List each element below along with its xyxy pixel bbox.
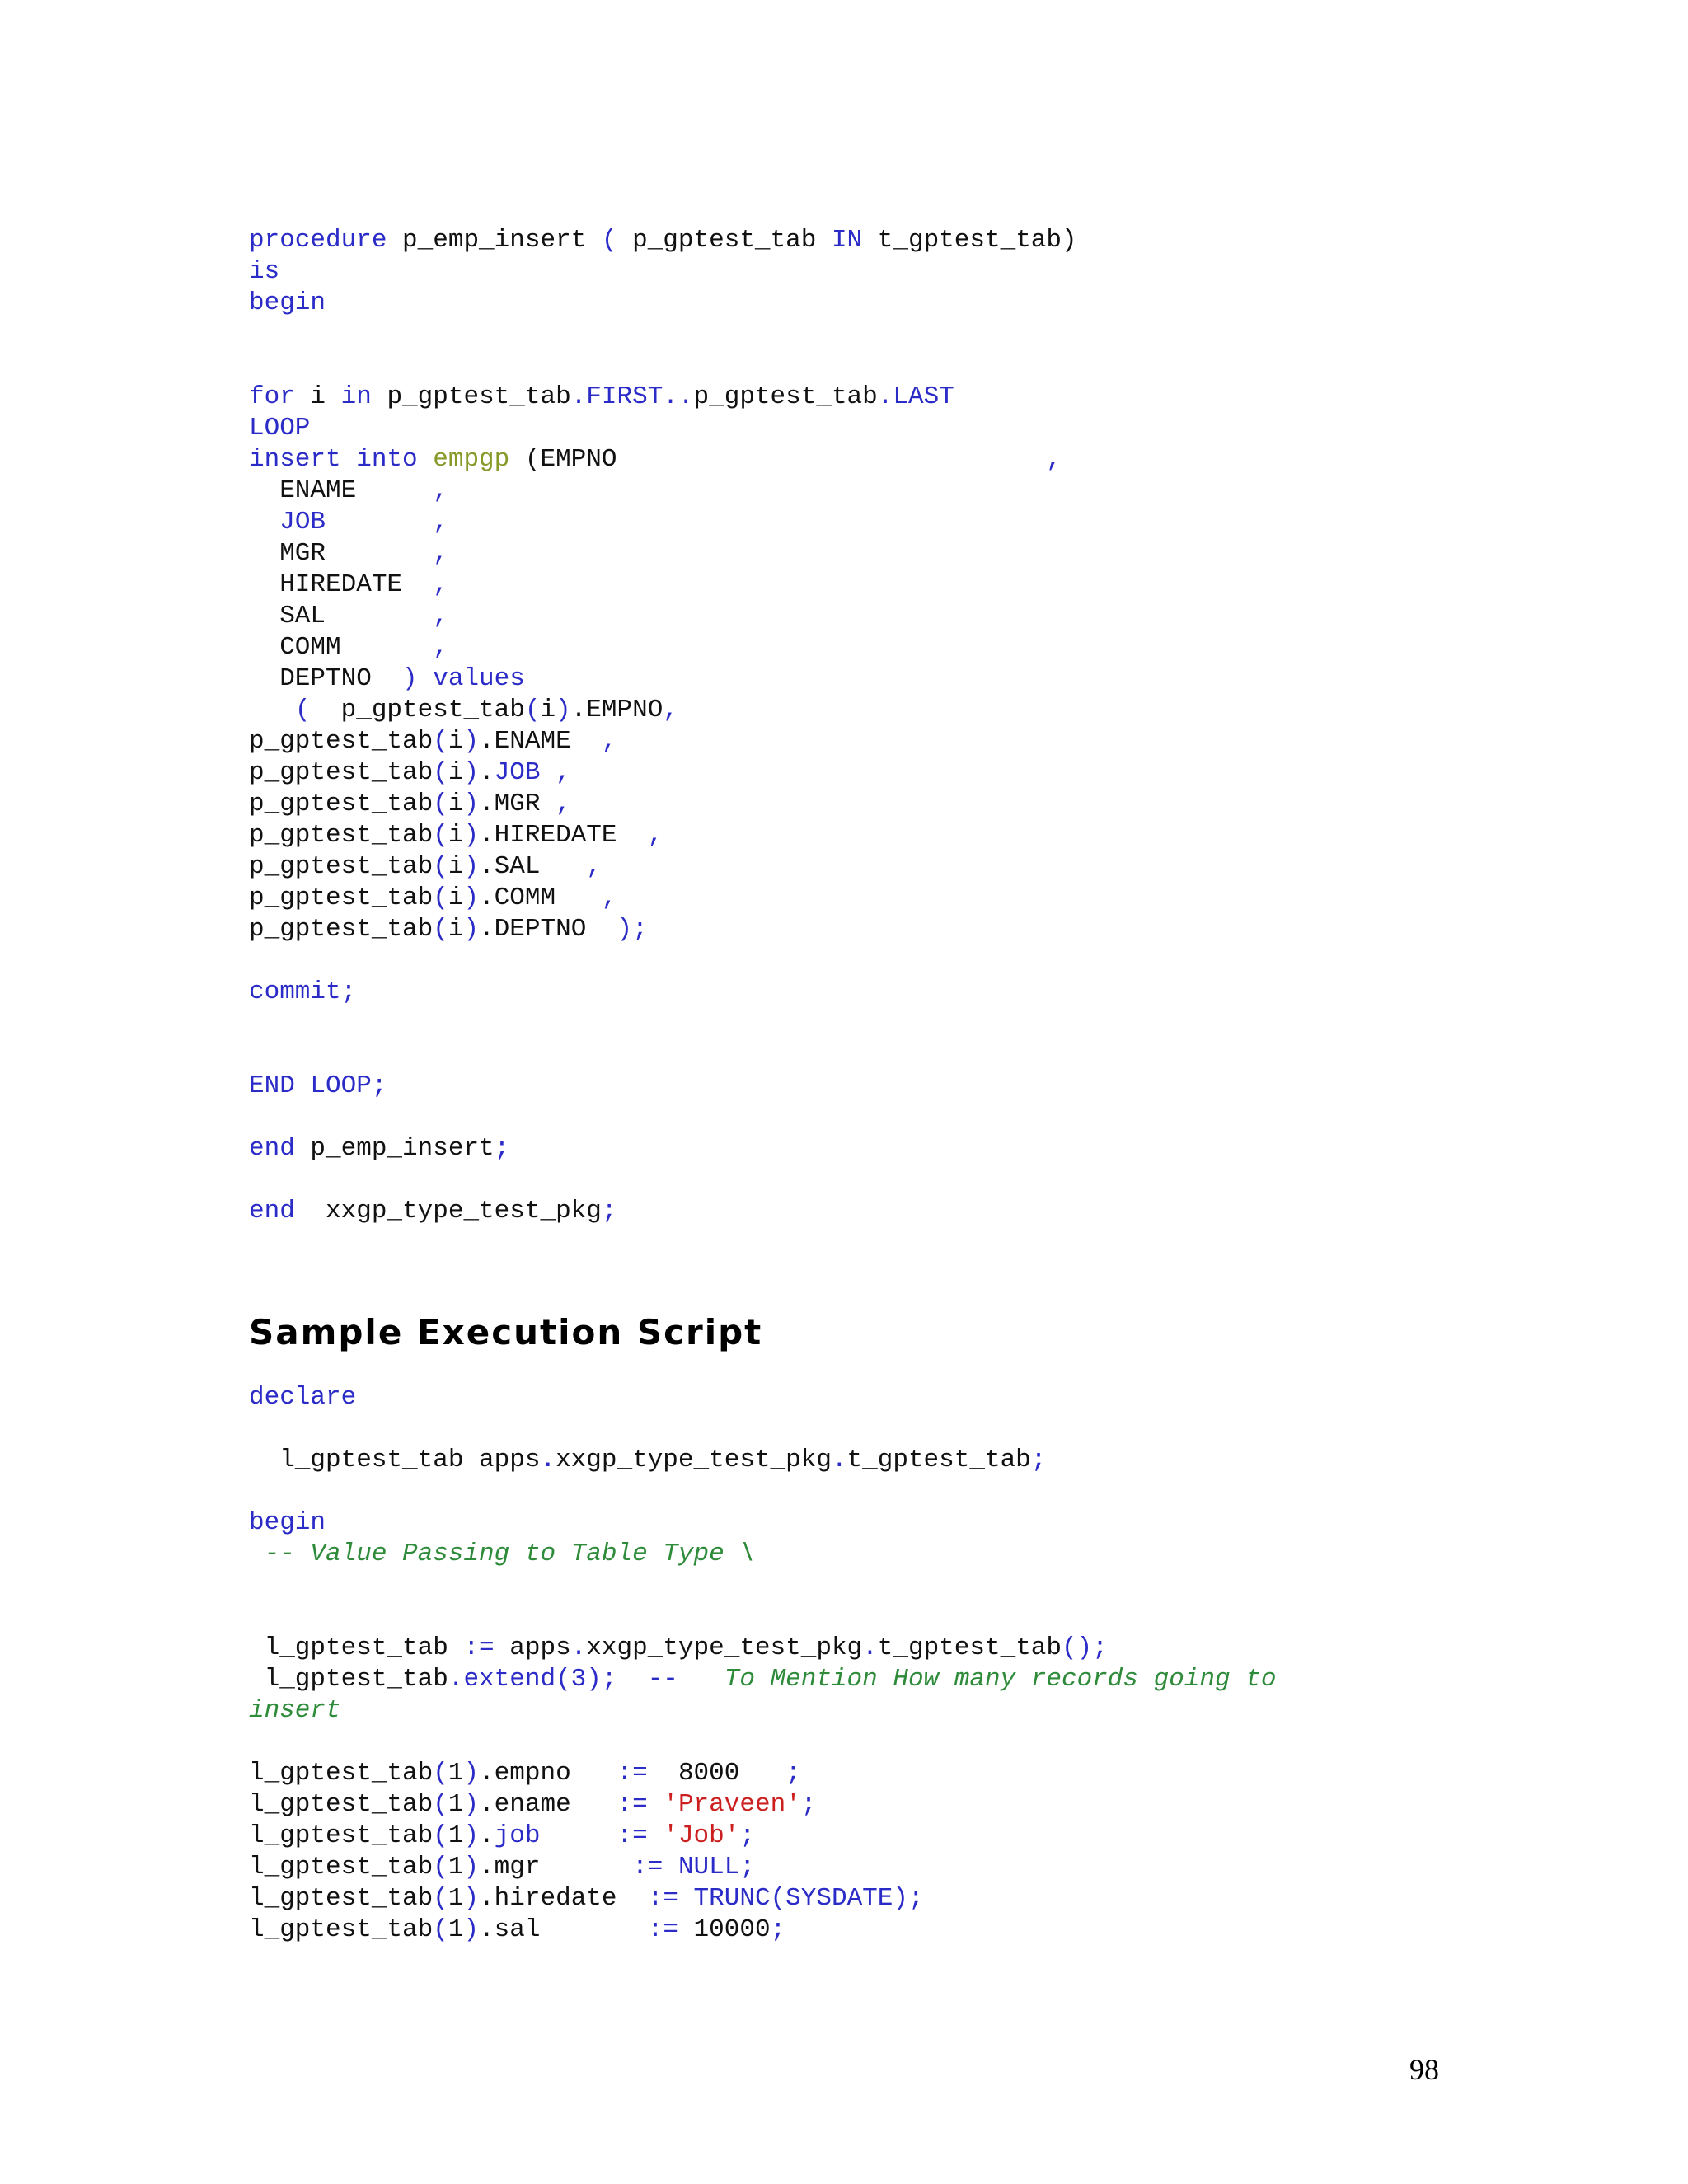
- code-line: [249, 1539, 1276, 1570]
- code-token: t_gptest_tab: [846, 1446, 1031, 1474]
- code-line: [249, 1633, 1276, 1664]
- code-token: p_gptest_tab: [249, 727, 434, 756]
- code-token: ): [463, 758, 480, 787]
- code-token: ();: [1062, 1633, 1108, 1662]
- code-token: ,: [601, 727, 617, 756]
- code-token: ;: [800, 1790, 817, 1819]
- code-token: 1: [448, 1853, 464, 1882]
- code-token: MGR: [249, 539, 434, 568]
- code-line: [249, 1883, 1276, 1915]
- code-line: [249, 1039, 1077, 1071]
- code-token: ENAME: [249, 476, 434, 505]
- code-token: [648, 1790, 663, 1819]
- code-line: [249, 288, 1077, 319]
- code-token: begin: [249, 1508, 326, 1537]
- code-token: .sal: [479, 1915, 648, 1944]
- code-token: ,: [556, 758, 571, 787]
- code-token: ): [463, 727, 480, 756]
- code-token: ): [463, 852, 480, 881]
- code-line: [249, 256, 1077, 288]
- code-token: insert into: [249, 445, 418, 474]
- code-token: LOOP: [249, 414, 311, 443]
- code-token: END LOOP;: [249, 1071, 387, 1100]
- code-token: .empno: [479, 1759, 617, 1788]
- code-token: [678, 1884, 694, 1913]
- code-token: [648, 1821, 663, 1850]
- code-token: (: [433, 1853, 448, 1882]
- code-token: (: [433, 1915, 448, 1944]
- code-token: ,: [433, 633, 448, 662]
- code-token: ;: [770, 1915, 786, 1944]
- code-token: 1: [448, 1821, 464, 1850]
- code-line: [249, 1915, 1276, 1946]
- page-number: 98: [1409, 2053, 1439, 2086]
- code-token: ): [463, 1853, 480, 1882]
- code-line: [249, 789, 1077, 820]
- code-token: ,: [1046, 445, 1062, 474]
- code-token: :=: [632, 1853, 663, 1882]
- code-token: ,: [556, 790, 571, 818]
- code-line: [249, 695, 1077, 726]
- code-token: To Mention How many records going to: [709, 1665, 1277, 1694]
- code-token: for: [249, 382, 295, 411]
- code-token: .EMPNO: [570, 696, 663, 724]
- procedure-code-block: [249, 225, 1077, 1227]
- code-token: declare: [249, 1383, 357, 1412]
- code-token: :=: [647, 1884, 678, 1913]
- code-token: i: [448, 758, 464, 787]
- code-token: insert: [249, 1696, 341, 1725]
- code-token: ,: [433, 570, 448, 599]
- code-token: i: [448, 852, 464, 881]
- code-line: [249, 1507, 1276, 1539]
- code-token: ,: [601, 883, 617, 912]
- code-line: [249, 382, 1077, 413]
- code-token: .ename: [479, 1790, 617, 1819]
- code-token: 8000: [647, 1759, 786, 1788]
- code-token: .ENAME: [479, 727, 602, 756]
- code-token: t_gptest_tab): [862, 226, 1077, 255]
- code-line: [249, 945, 1077, 977]
- code-token: (: [433, 852, 448, 881]
- code-token: COMM: [249, 633, 434, 662]
- code-line: [249, 883, 1077, 914]
- code-token: empgp: [433, 445, 510, 474]
- code-token: ,: [647, 821, 663, 850]
- code-token: begin: [249, 288, 326, 317]
- code-line: [249, 601, 1077, 632]
- code-token: ): [463, 883, 480, 912]
- code-token: (: [601, 226, 617, 255]
- code-token: :=: [617, 1759, 648, 1788]
- code-token: l_gptest_tab: [249, 1759, 434, 1788]
- code-line: [249, 1071, 1077, 1102]
- code-token: apps: [494, 1633, 571, 1662]
- code-line: [249, 726, 1077, 757]
- code-line: [249, 1570, 1276, 1601]
- execution-code-block: [249, 1382, 1276, 1946]
- code-token: -- Value Passing to Table Type \: [249, 1540, 755, 1568]
- code-token: ;: [1030, 1446, 1047, 1474]
- code-token: (: [433, 790, 448, 818]
- code-line: [249, 1133, 1077, 1165]
- code-token: (: [433, 1759, 448, 1788]
- code-token: xxgp_type_test_pkg: [556, 1446, 832, 1474]
- code-token: i: [294, 382, 341, 411]
- code-token: [326, 508, 433, 537]
- code-line: [249, 1852, 1276, 1883]
- code-token: TRUNC(SYSDATE);: [693, 1884, 924, 1913]
- code-token: ,: [433, 539, 448, 568]
- code-token: l_gptest_tab: [249, 1884, 434, 1913]
- code-token: 10000: [678, 1915, 771, 1944]
- code-token: i: [540, 696, 556, 724]
- code-token: ,: [433, 508, 448, 537]
- section-heading: Sample Execution Script: [249, 1312, 763, 1352]
- code-line: [249, 851, 1077, 883]
- code-token: :=: [617, 1790, 648, 1819]
- code-token: p_gptest_tab: [249, 821, 434, 850]
- code-line: [249, 413, 1077, 444]
- code-token: .LAST: [877, 382, 954, 411]
- code-line: [249, 1601, 1276, 1633]
- code-token: p_gptest_tab: [617, 226, 832, 255]
- code-token: [663, 1853, 678, 1882]
- code-token: SAL: [249, 602, 434, 630]
- code-token: p_gptest_tab: [249, 915, 434, 944]
- code-token: ) values: [402, 664, 525, 693]
- code-token: in: [340, 382, 372, 411]
- code-line: [249, 663, 1077, 695]
- code-token: ;: [601, 1197, 617, 1226]
- code-token: --: [617, 1665, 710, 1694]
- code-token: p_gptest_tab: [249, 883, 434, 912]
- code-token: i: [448, 821, 464, 850]
- code-token: l_gptest_tab: [249, 1665, 448, 1694]
- code-line: [249, 1445, 1276, 1476]
- code-line: [249, 319, 1077, 350]
- code-token: p_gptest_tab: [371, 382, 571, 411]
- code-token: .mgr: [479, 1853, 633, 1882]
- code-token: l_gptest_tab: [249, 1853, 434, 1882]
- code-token: [541, 758, 556, 787]
- code-token: .: [831, 1446, 847, 1474]
- code-token: l_gptest_tab: [249, 1915, 434, 1944]
- code-token: .: [540, 1446, 556, 1474]
- code-line: [249, 1008, 1077, 1039]
- code-token: JOB: [494, 758, 541, 787]
- code-line: [249, 476, 1077, 507]
- code-token: (EMPNO: [509, 445, 1047, 474]
- code-token: job: [494, 1821, 541, 1850]
- code-token: ): [463, 1915, 480, 1944]
- code-line: [249, 1102, 1077, 1133]
- code-token: [418, 445, 434, 474]
- code-line: [249, 1382, 1276, 1413]
- code-token: ;: [494, 1134, 510, 1163]
- code-token: i: [448, 883, 464, 912]
- code-token: i: [448, 915, 464, 944]
- code-token: .: [479, 1821, 495, 1850]
- code-line: [249, 225, 1077, 256]
- code-line: [249, 1695, 1276, 1727]
- code-token: ,: [433, 602, 448, 630]
- code-token: ,: [433, 476, 448, 505]
- code-token: ): [463, 915, 480, 944]
- code-token: (: [433, 1884, 448, 1913]
- code-token: .: [570, 1633, 587, 1662]
- code-line: [249, 632, 1077, 663]
- code-line: [249, 1196, 1077, 1227]
- code-token: 1: [448, 1790, 464, 1819]
- code-line: [249, 507, 1077, 538]
- code-token: ): [556, 696, 571, 724]
- code-token: ;: [739, 1821, 755, 1850]
- code-token: xxgp_type_test_pkg: [294, 1197, 602, 1226]
- code-token: (: [433, 758, 448, 787]
- code-token: [249, 508, 279, 537]
- code-token: 1: [448, 1884, 464, 1913]
- code-token: p_gptest_tab: [249, 852, 434, 881]
- code-token: (: [433, 821, 448, 850]
- code-line: [249, 1165, 1077, 1196]
- code-token: end: [249, 1197, 295, 1226]
- code-token: ;: [785, 1759, 801, 1788]
- code-token: ): [463, 821, 480, 850]
- code-token: xxgp_type_test_pkg: [586, 1633, 863, 1662]
- code-token: end: [249, 1134, 295, 1163]
- code-token: (: [433, 883, 448, 912]
- code-token: p_gptest_tab: [249, 790, 434, 818]
- code-token: p_gptest_tab: [310, 696, 525, 724]
- code-token: :=: [617, 1821, 648, 1850]
- code-token: (: [433, 1821, 448, 1850]
- code-token: l_gptest_tab: [249, 1821, 434, 1850]
- code-token: p_emp_insert: [294, 1134, 495, 1163]
- code-token: l_gptest_tab apps: [249, 1446, 541, 1474]
- code-token: ): [463, 1821, 480, 1850]
- code-token: DEPTNO: [249, 664, 403, 693]
- code-token: p_emp_insert: [387, 226, 602, 255]
- code-token: (: [524, 696, 541, 724]
- code-line: [249, 569, 1077, 601]
- code-token: ): [463, 1884, 480, 1913]
- code-token: l_gptest_tab: [249, 1790, 434, 1819]
- code-token: .FIRST..: [570, 382, 694, 411]
- code-line: [249, 820, 1077, 851]
- code-line: [249, 1413, 1276, 1445]
- code-token: ,: [663, 696, 678, 724]
- code-token: (: [294, 696, 311, 724]
- code-token: ): [463, 1759, 480, 1788]
- code-token: (: [433, 727, 448, 756]
- code-line: [249, 1727, 1276, 1758]
- code-token: commit;: [249, 977, 357, 1006]
- code-line: [249, 977, 1077, 1008]
- code-line: [249, 757, 1077, 789]
- code-line: [249, 1758, 1276, 1789]
- code-token: .DEPTNO: [479, 915, 617, 944]
- code-token: t_gptest_tab: [877, 1633, 1062, 1662]
- code-token: l_gptest_tab: [249, 1633, 464, 1662]
- code-token: [541, 1821, 617, 1850]
- code-token: );: [617, 915, 648, 944]
- code-token: .hiredate: [479, 1884, 648, 1913]
- code-token: .: [479, 758, 495, 787]
- code-line: [249, 444, 1077, 476]
- code-token: JOB: [279, 508, 326, 537]
- code-token: HIREDATE: [249, 570, 434, 599]
- code-token: .MGR: [479, 790, 556, 818]
- code-line: [249, 1664, 1276, 1695]
- code-token: .extend(3);: [448, 1665, 617, 1694]
- code-token: 1: [448, 1915, 464, 1944]
- code-token: .SAL: [479, 852, 587, 881]
- code-token: p_gptest_tab: [693, 382, 878, 411]
- code-token: (: [433, 1790, 448, 1819]
- code-token: is: [249, 257, 280, 286]
- code-token: IN: [831, 226, 863, 255]
- code-line: [249, 350, 1077, 382]
- code-token: i: [448, 790, 464, 818]
- code-token: (: [433, 915, 448, 944]
- code-token: ): [463, 1790, 480, 1819]
- code-token: ): [463, 790, 480, 818]
- code-token: p_gptest_tab: [249, 758, 434, 787]
- code-token: 'Praveen': [663, 1790, 801, 1819]
- code-token: 'Job': [663, 1821, 740, 1850]
- code-line: [249, 1821, 1276, 1852]
- code-token: i: [448, 727, 464, 756]
- code-token: ,: [586, 852, 602, 881]
- code-token: :=: [647, 1915, 678, 1944]
- code-line: [249, 538, 1077, 569]
- code-token: procedure: [249, 226, 387, 255]
- code-token: .COMM: [479, 883, 602, 912]
- code-token: .HIREDATE: [479, 821, 648, 850]
- code-line: [249, 1789, 1276, 1821]
- code-line: [249, 1476, 1276, 1507]
- code-token: :=: [463, 1633, 495, 1662]
- code-line: [249, 914, 1077, 945]
- code-token: NULL;: [678, 1853, 755, 1882]
- code-token: [249, 696, 295, 724]
- code-token: 1: [448, 1759, 464, 1788]
- code-token: .: [862, 1633, 878, 1662]
